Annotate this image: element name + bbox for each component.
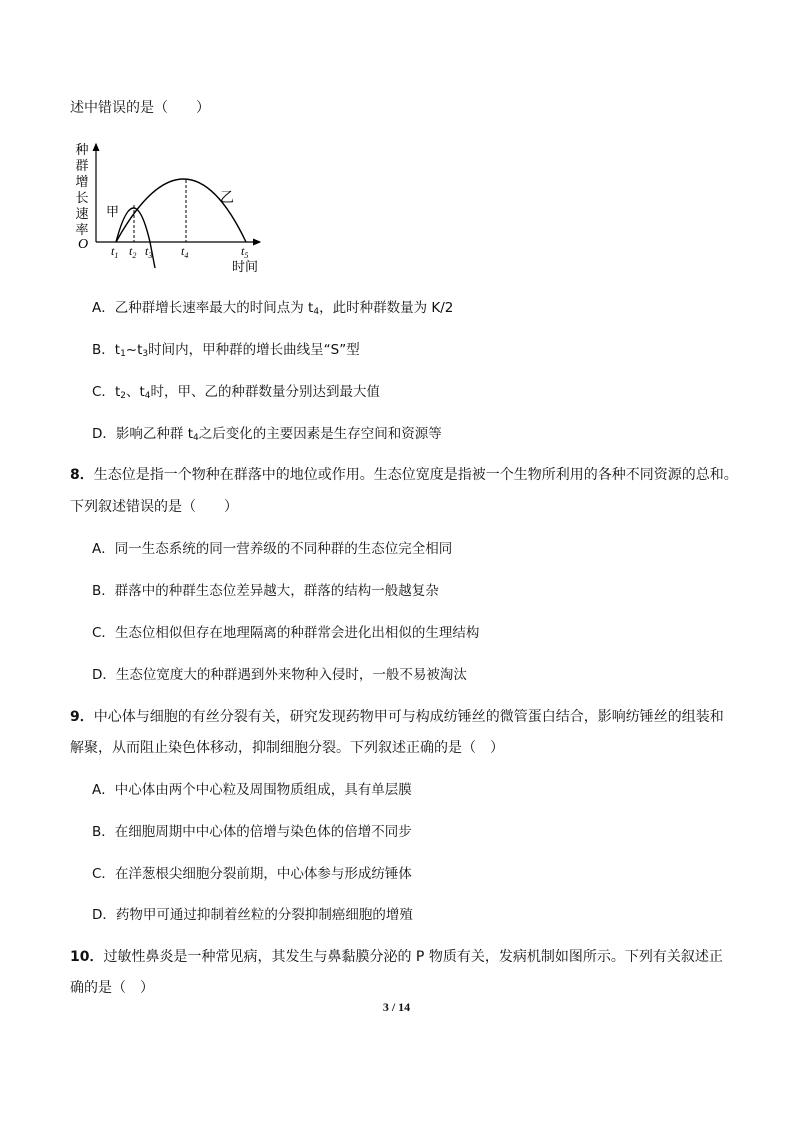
q9-option-d: D．药物甲可通过抑制着丝粒的分裂抑制癌细胞的增殖 [92,907,413,923]
q8-option-d: D．生态位宽度大的种群遇到外来物种入侵时，一般不易被淘汰 [92,667,467,683]
population-growth-rate-figure [70,138,280,280]
q7-stem-tail: 述中错误的是（ ） [70,100,210,116]
q9-option-b: B．在细胞周期中中心体的倍增与染色体的倍增不同步 [92,824,412,840]
curve-jia-label: 甲 [106,205,120,220]
curve-yi [116,179,246,242]
q8-stem-line2: 下列叙述错误的是（ ） [70,499,238,515]
origin-label: O [78,237,89,252]
q9-stem-line2: 解聚，从而阻止染色体移动，抑制细胞分裂。下列叙述正确的是（ ） [70,740,504,756]
tick-t4: $t_4$ [181,244,189,260]
q9-option-a: A．中心体由两个中心粒及周围物质组成，具有单层膜 [92,782,412,798]
q9-stem-line1: 9．中心体与细胞的有丝分裂有关，研究发现药物甲可与构成纺锤丝的微管蛋白结合，影响纺锤丝的组装和 [70,709,724,725]
y-axis-char: 群 [75,159,89,174]
tick-t3: $t_3$ [145,244,153,260]
y-axis-char: 增 [75,175,89,190]
q7-option-d: D．影响乙种群 $t_4$之后变化的主要因素是生存空间和资源等 [92,426,442,443]
y-axis-char: 速 [75,207,89,222]
q7-option-a: A．乙种群增长速率最大的时间点为 $t_4$，此时种群数量为 K/2 [92,300,454,317]
page-number: 3 / 14 [382,1000,411,1014]
q10-stem-line1: 10．过敏性鼻炎是一种常见病，其发生与鼻黏膜分泌的 P 物质有关，发病机制如图所示。下列有关叙述正 [70,949,723,965]
q8-option-b: B．群落中的种群生态位差异越大，群落的结构一般越复杂 [92,583,439,599]
tick-t2: $t_2$ [129,244,137,260]
q7-option-c: C．$t_2$、$t_4$时，甲、乙的种群数量分别达到最大值 [92,384,380,401]
q9-number: 9． [70,709,94,725]
tick-t1: $t_1$ [111,244,119,260]
tick-t5: $t_5$ [241,244,249,260]
curve-yi-label: 乙 [220,190,234,206]
y-axis-char: 长 [75,191,89,206]
q8-number: 8． [70,467,94,483]
y-axis-char: 种 [75,143,89,158]
y-axis-char: 率 [75,223,89,238]
q10-number: 10． [70,949,104,965]
x-axis-label: 时间 [232,260,259,275]
q8-option-c: C．生态位相似但存在地理隔离的种群常会进化出相似的生理结构 [92,625,480,641]
q8-stem-line1: 8．生态位是指一个物种在群落中的地位或作用。生态位宽度是指被一个生物所利用的各种不同资源的总和。 [70,467,738,483]
q8-option-a: A．同一生态系统的同一营养级的不同种群的生态位完全相同 [92,541,453,557]
q7-option-b: B．$t_1\sim t_3$时间内，甲种群的增长曲线呈“S”型 [92,342,360,359]
q9-option-c: C．在洋葱根尖细胞分裂前期，中心体参与形成纺锤体 [92,866,412,882]
q10-stem-line2: 确的是（ ） [70,980,154,996]
